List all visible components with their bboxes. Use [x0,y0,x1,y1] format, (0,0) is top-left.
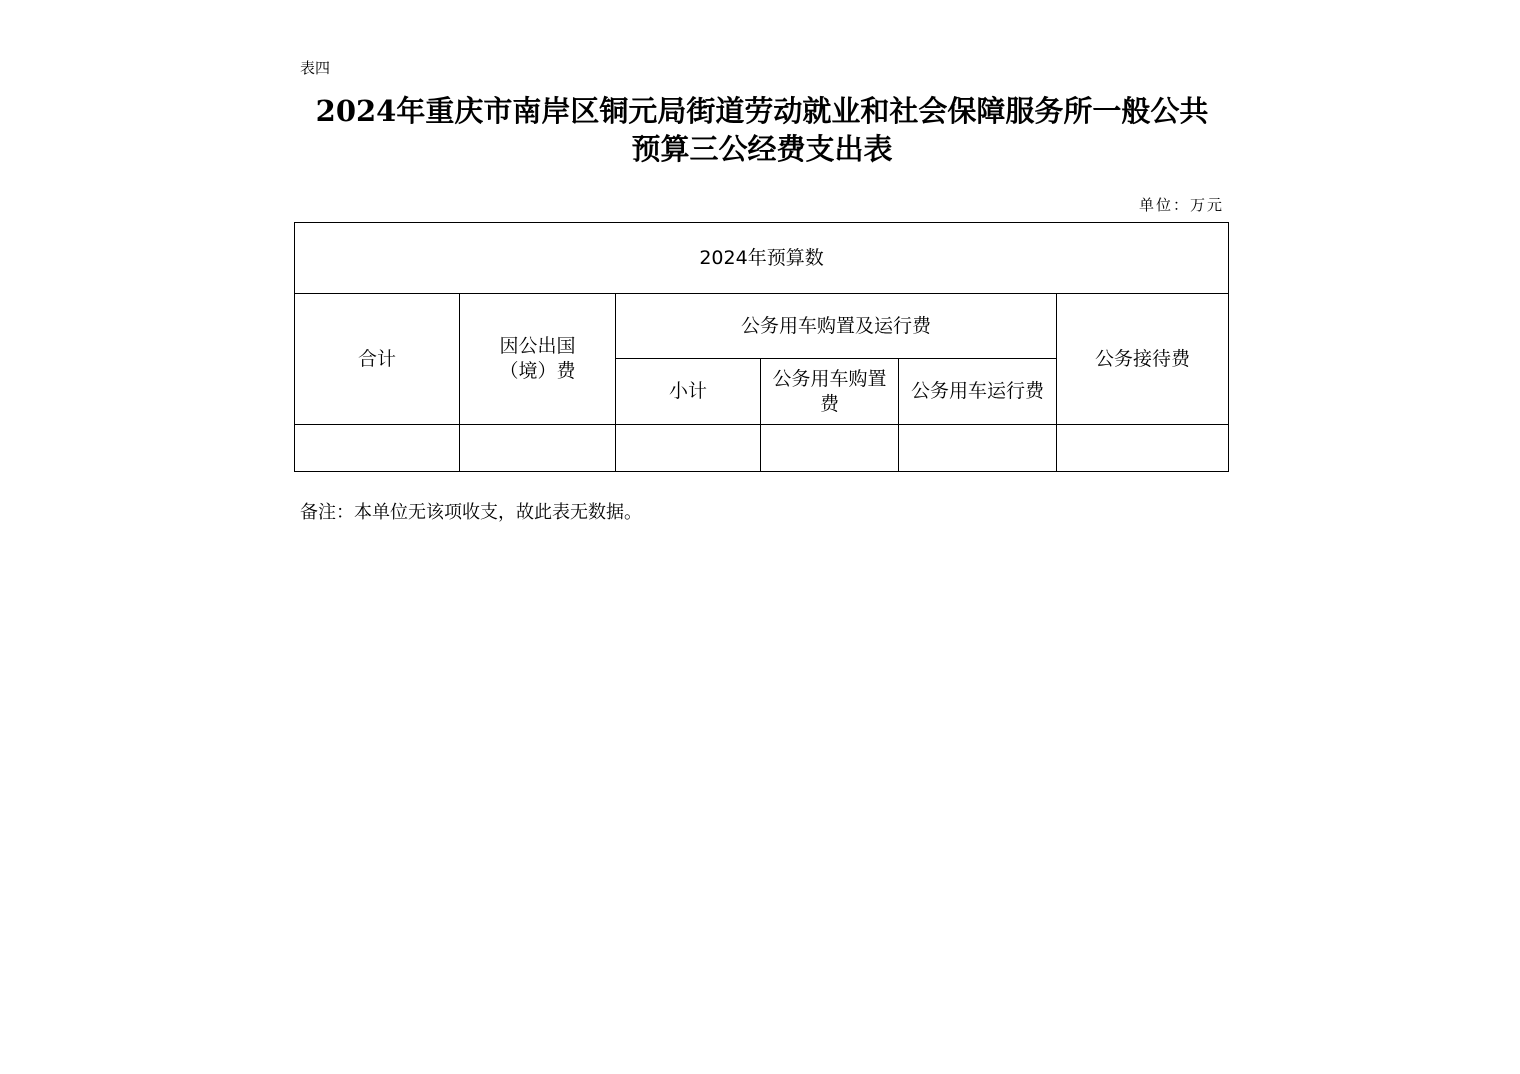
header-reception: 公务接待费 [1057,294,1229,425]
cell-vehicle-operation [899,425,1057,472]
document-title-line1: 2024年重庆市南岸区铜元局街道劳动就业和社会保障服务所一般公共 [315,94,1209,128]
header-abroad-line1: 因公出国 [499,335,576,357]
footnote: 备注：本单位无该项收支，故此表无数据。 [300,502,642,523]
cell-reception [1057,425,1229,472]
header-total: 合计 [295,294,460,425]
cell-vehicle-subtotal [616,425,761,472]
header-abroad [460,294,616,425]
document-title-line2: 预算三公经费支出表 [631,132,893,166]
header-vehicle-purchase-line2: 费 [819,392,839,415]
header-vehicle-operation: 公务用车运行费 [899,359,1057,425]
header-budget-year: 2024年预算数 [295,223,1229,294]
cell-abroad [460,425,616,472]
unit-label: 单位：万元 [1138,196,1224,214]
expenditure-table [294,222,1229,472]
header-row-categories [295,294,1229,359]
document-title [290,92,1234,168]
header-vehicle-subtotal: 小计 [616,359,761,425]
header-abroad-line2: （境）费 [499,360,576,382]
cell-vehicle-purchase [761,425,899,472]
header-vehicle-group: 公务用车购置及运行费 [616,294,1057,359]
cell-total [295,425,460,472]
header-vehicle-purchase-line1: 公务用车购置 [772,367,887,390]
header-row-budget [295,223,1229,294]
table-label: 表四 [300,59,331,77]
header-vehicle-purchase [761,359,899,425]
table-row [295,425,1229,472]
